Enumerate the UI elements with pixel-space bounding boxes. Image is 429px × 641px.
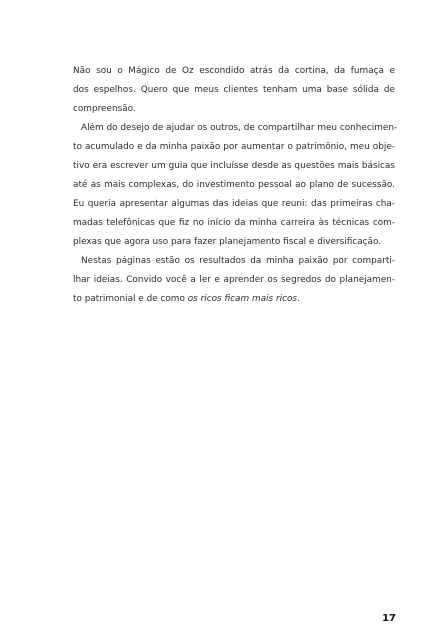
text-segment: . [297,294,300,304]
text-line: to acumulado e da minha paixão por aumentar o patrimônio, meu obje- [73,142,395,152]
text-line: Não sou o Mágico de Oz escondido atrás da cortina, da fumaça e [73,66,395,76]
text-line: plexas que agora uso para fazer planejamento fiscal e diversificação. [73,237,382,247]
text-line: lhar ideias. Convido você a ler e aprender os segredos do planejamen- [73,275,395,285]
text-line: Nestas páginas estão os resultados da minha paixão por comparti- [81,256,395,266]
text-line: até as mais complexas, do investimento pessoal ao plano de sucessão. [73,180,395,190]
page-number: 17 [382,613,396,624]
text-segment: to patrimonial e de como [73,294,188,304]
text-line-final [73,290,395,309]
text-line: compreensão. [73,104,136,114]
italic-emphasis: os ricos ficam mais ricos [187,294,298,304]
body-text [73,62,398,309]
text-line: madas telefônicas que fiz no início da minha carreira às técnicas com- [73,218,395,228]
text-line: tivo era escrever um guia que incluísse desde as questões mais básicas [73,161,395,171]
text-line: Além do desejo de ajudar os outros, de compartilhar meu conhecimen- [81,123,398,133]
text-line: dos espelhos. Quero que meus clientes tenham uma base sólida de [73,85,395,95]
text-line: Eu queria apresentar algumas das ideias que reuni: das primeiras cha- [73,199,395,209]
